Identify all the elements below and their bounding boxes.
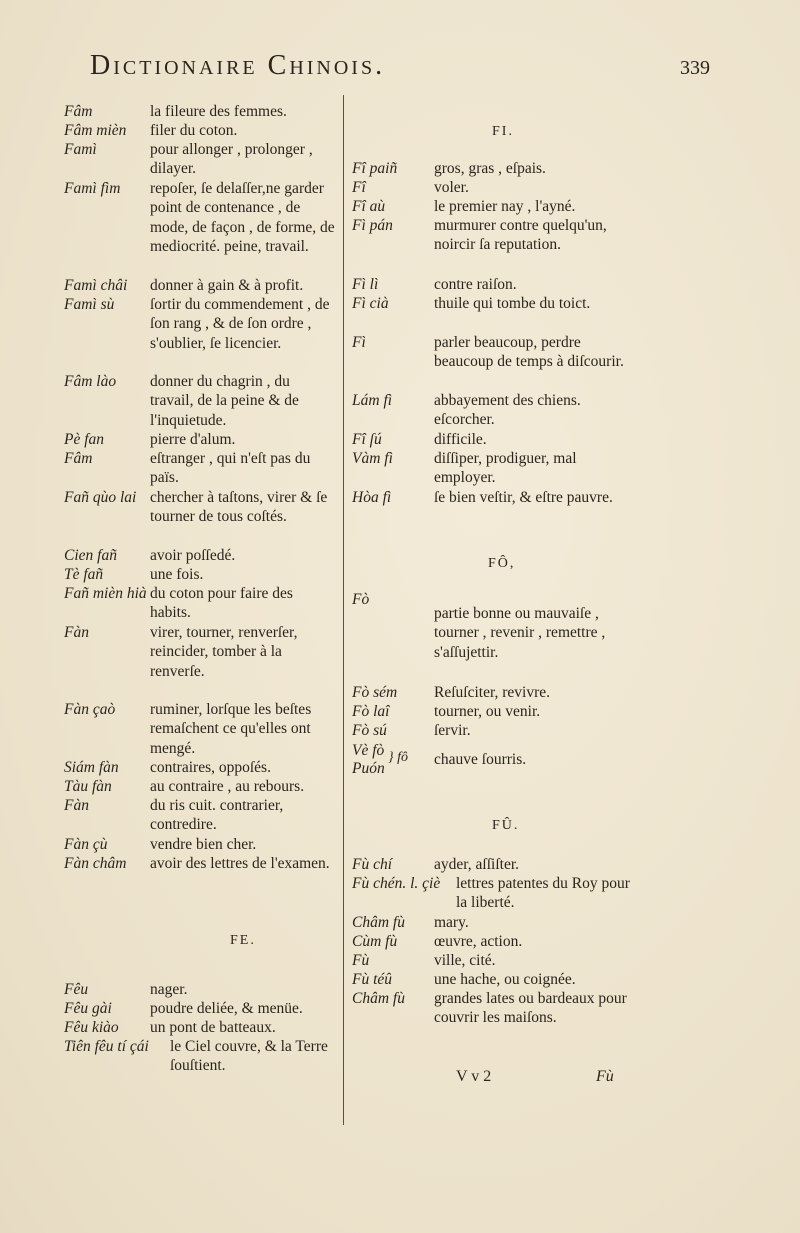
entry-headword: Fù chén. l. çiè — [352, 875, 441, 892]
column-divider — [343, 95, 344, 1125]
entry-definition: ſervir. — [434, 722, 471, 739]
entry-definition: au contraire , au rebours. — [150, 778, 305, 795]
entry-headword: Châm fù — [352, 990, 405, 1007]
entry-definition: ſortir du commendement , de ſon rang , & de ſon ordre , s'oublier, ſe licencier. — [150, 296, 330, 352]
entry-definition: partie bonne ou mauvaiſe , tourner , revenir , remettre , s'aſſujettir. — [434, 605, 606, 661]
entry-definition: une hache, ou coignée. — [434, 971, 576, 988]
catchword: Fù — [596, 1068, 614, 1085]
entry-headword: Fañ qùo lai — [64, 489, 137, 506]
entry-headword: Fêu kiào — [64, 1019, 119, 1036]
entry-definition: thuile qui tombe du toict. — [434, 295, 591, 312]
entry-headword: Fàn châm — [64, 855, 127, 872]
signature-mark: V v 2 — [456, 1068, 492, 1085]
entry-definition: chauve ſourris. — [434, 751, 527, 768]
entry-headword: Famì fìm — [64, 180, 121, 197]
entry-definition: difficile. — [434, 431, 487, 448]
entry-headword: Fì lì — [352, 276, 379, 293]
entry-headword: Fàn — [64, 797, 89, 814]
entry-headword: Fâm — [64, 103, 93, 120]
entry-headword: Fâm — [64, 450, 93, 467]
entry-definition: mary. — [434, 914, 469, 931]
entry-headword: Vàm fì — [352, 450, 393, 467]
entry-definition: ayder, aſſiſter. — [434, 856, 520, 873]
entry-headword: Fò laî — [352, 703, 390, 720]
entry-headword: Fàn — [64, 624, 89, 641]
entry-definition: avoir des lettres de l'examen. — [150, 855, 330, 872]
entry-definition: chercher à taſtons, virer & ſe tourner de tous coſtés. — [150, 489, 328, 526]
entry-headword: Pè fan — [64, 431, 105, 448]
entry-definition: lettres patentes du Roy pour la liberté. — [456, 875, 630, 912]
entry-headword: Fî ſú — [352, 431, 382, 448]
entry-definition: la fileure des femmes. — [150, 103, 287, 120]
entry-headword: Cùm fù — [352, 933, 398, 950]
entry-headword: Fâm mièn — [64, 122, 127, 139]
entry-definition: du coton pour faire des habits. — [150, 585, 293, 622]
entry-definition: eſtranger , qui n'eſt pas du païs. — [150, 450, 311, 487]
entry-headword: Fî — [352, 179, 366, 196]
entry-definition: virer, tourner, renverſer, reincider, tomber à la renverſe. — [150, 624, 298, 680]
entry-definition: le Ciel couvre, & la Terre ſouſtient. — [170, 1038, 328, 1075]
entry-definition: tourner, ou venir. — [434, 703, 541, 720]
entry-definition: repoſer, ſe delaſſer,ne garder point de contenance , de mode, de façon , de forme, de mediocrité. peine, travail. — [150, 180, 335, 255]
entry-headword: Fò — [352, 591, 370, 608]
entry-definition: grandes lates ou bardeaux pour couvrir les maiſons. — [434, 990, 627, 1027]
entry-headword: Fî paiñ — [352, 160, 398, 177]
entry-definition: donner du chagrin , du travail, de la peine & de l'inquietude. — [150, 373, 299, 429]
entry-definition: ſe bien veſtir, & eſtre pauvre. — [434, 489, 613, 506]
page-number: 339 — [680, 57, 710, 79]
entry-headword: Fêu gài — [64, 1000, 112, 1017]
entry-definition: filer du coton. — [150, 122, 238, 139]
entry-definition: voler. — [434, 179, 469, 196]
entry-definition: avoir poſſedé. — [150, 547, 236, 564]
section-heading-fu: FÛ. — [492, 818, 520, 833]
entry-headword: Fâm lào — [64, 373, 117, 390]
entry-definition: pour allonger , prolonger , dilayer. — [150, 141, 313, 178]
entry-definition: diſſiper, prodiguer, mal employer. — [434, 450, 577, 487]
entry-headword: Puón — [352, 760, 385, 777]
entry-headword: Hòa fì — [352, 489, 392, 506]
section-heading-fi: FI. — [492, 124, 514, 139]
entry-definition: parler beaucoup, perdre beaucoup de temps à diſcourir. — [434, 334, 624, 371]
entry-headword: Fì — [352, 334, 366, 351]
entry-definition: contre raiſon. — [434, 276, 517, 293]
entry-headword: Fêu — [64, 981, 89, 998]
entry-headword: Tàu fàn — [64, 778, 112, 795]
entry-definition: murmurer contre quelqu'un, noircir ſa reputation. — [434, 217, 607, 254]
entry-headword: Fañ mièn hià — [64, 585, 147, 602]
entry-definition: nager. — [150, 981, 188, 998]
entry-headword: Fù — [352, 952, 370, 969]
entry-headword: Famì — [64, 141, 97, 158]
entry-headword: Fù chí — [352, 856, 393, 873]
entry-definition: donner à gain & à profit. — [150, 277, 304, 294]
entry-headword: Fò sém — [352, 684, 398, 701]
entry-headword: Fàn çù — [64, 836, 108, 853]
entry-headword: Châm fù — [352, 914, 405, 931]
entry-definition: ruminer, lorſque les beſtes remaſchent ce qu'elles ont mengé. — [150, 701, 312, 757]
entry-headword: Vè fò — [352, 742, 385, 759]
section-heading-fo: FÔ, — [488, 556, 516, 571]
entry-headword: Tè fañ — [64, 566, 104, 583]
entry-headword: Cien fañ — [64, 547, 117, 564]
entry-definition: le premier nay , l'ayné. — [434, 198, 576, 215]
section-heading-fe: FE. — [230, 933, 256, 948]
entry-headword: Fàn çaò — [64, 701, 116, 718]
entry-definition: œuvre, action. — [434, 933, 523, 950]
entry-headword: Famì sù — [64, 296, 115, 313]
entry-definition: poudre deliée, & menüe. — [150, 1000, 303, 1017]
entry-headword: Fù téû — [352, 971, 393, 988]
entry-definition: pierre d'alum. — [150, 431, 236, 448]
entry-headword: Fì pán — [352, 217, 393, 234]
entry-headword: Fî aù — [352, 198, 386, 215]
entry-definition: du ris cuit. contrarier, contredire. — [150, 797, 284, 834]
running-head — [90, 50, 710, 82]
entry-definition: vendre bien cher. — [150, 836, 257, 853]
entry-headword: Famì châi — [64, 277, 128, 294]
brace-fo: } fô — [388, 750, 408, 765]
entry-definition: gros, gras , eſpais. — [434, 160, 546, 177]
entry-headword: Tiên fêu tí çái — [64, 1038, 149, 1055]
entry-headword: Siám fàn — [64, 759, 119, 776]
entry-definition: un pont de batteaux. — [150, 1019, 276, 1036]
entry-headword: Lám fì — [352, 392, 393, 409]
entry-definition: abbayement des chiens. eſcorcher. — [434, 392, 581, 429]
entry-definition: ville, cité. — [434, 952, 496, 969]
running-head-title: Dictionaire Chinois. — [90, 50, 386, 81]
entry-definition: une fois. — [150, 566, 204, 583]
entry-headword: Fì cià — [352, 295, 389, 312]
entry-definition: Reſuſciter, revivre. — [434, 684, 551, 701]
entry-headword: Fò sú — [352, 722, 387, 739]
entry-definition: contraires, oppoſés. — [150, 759, 271, 776]
